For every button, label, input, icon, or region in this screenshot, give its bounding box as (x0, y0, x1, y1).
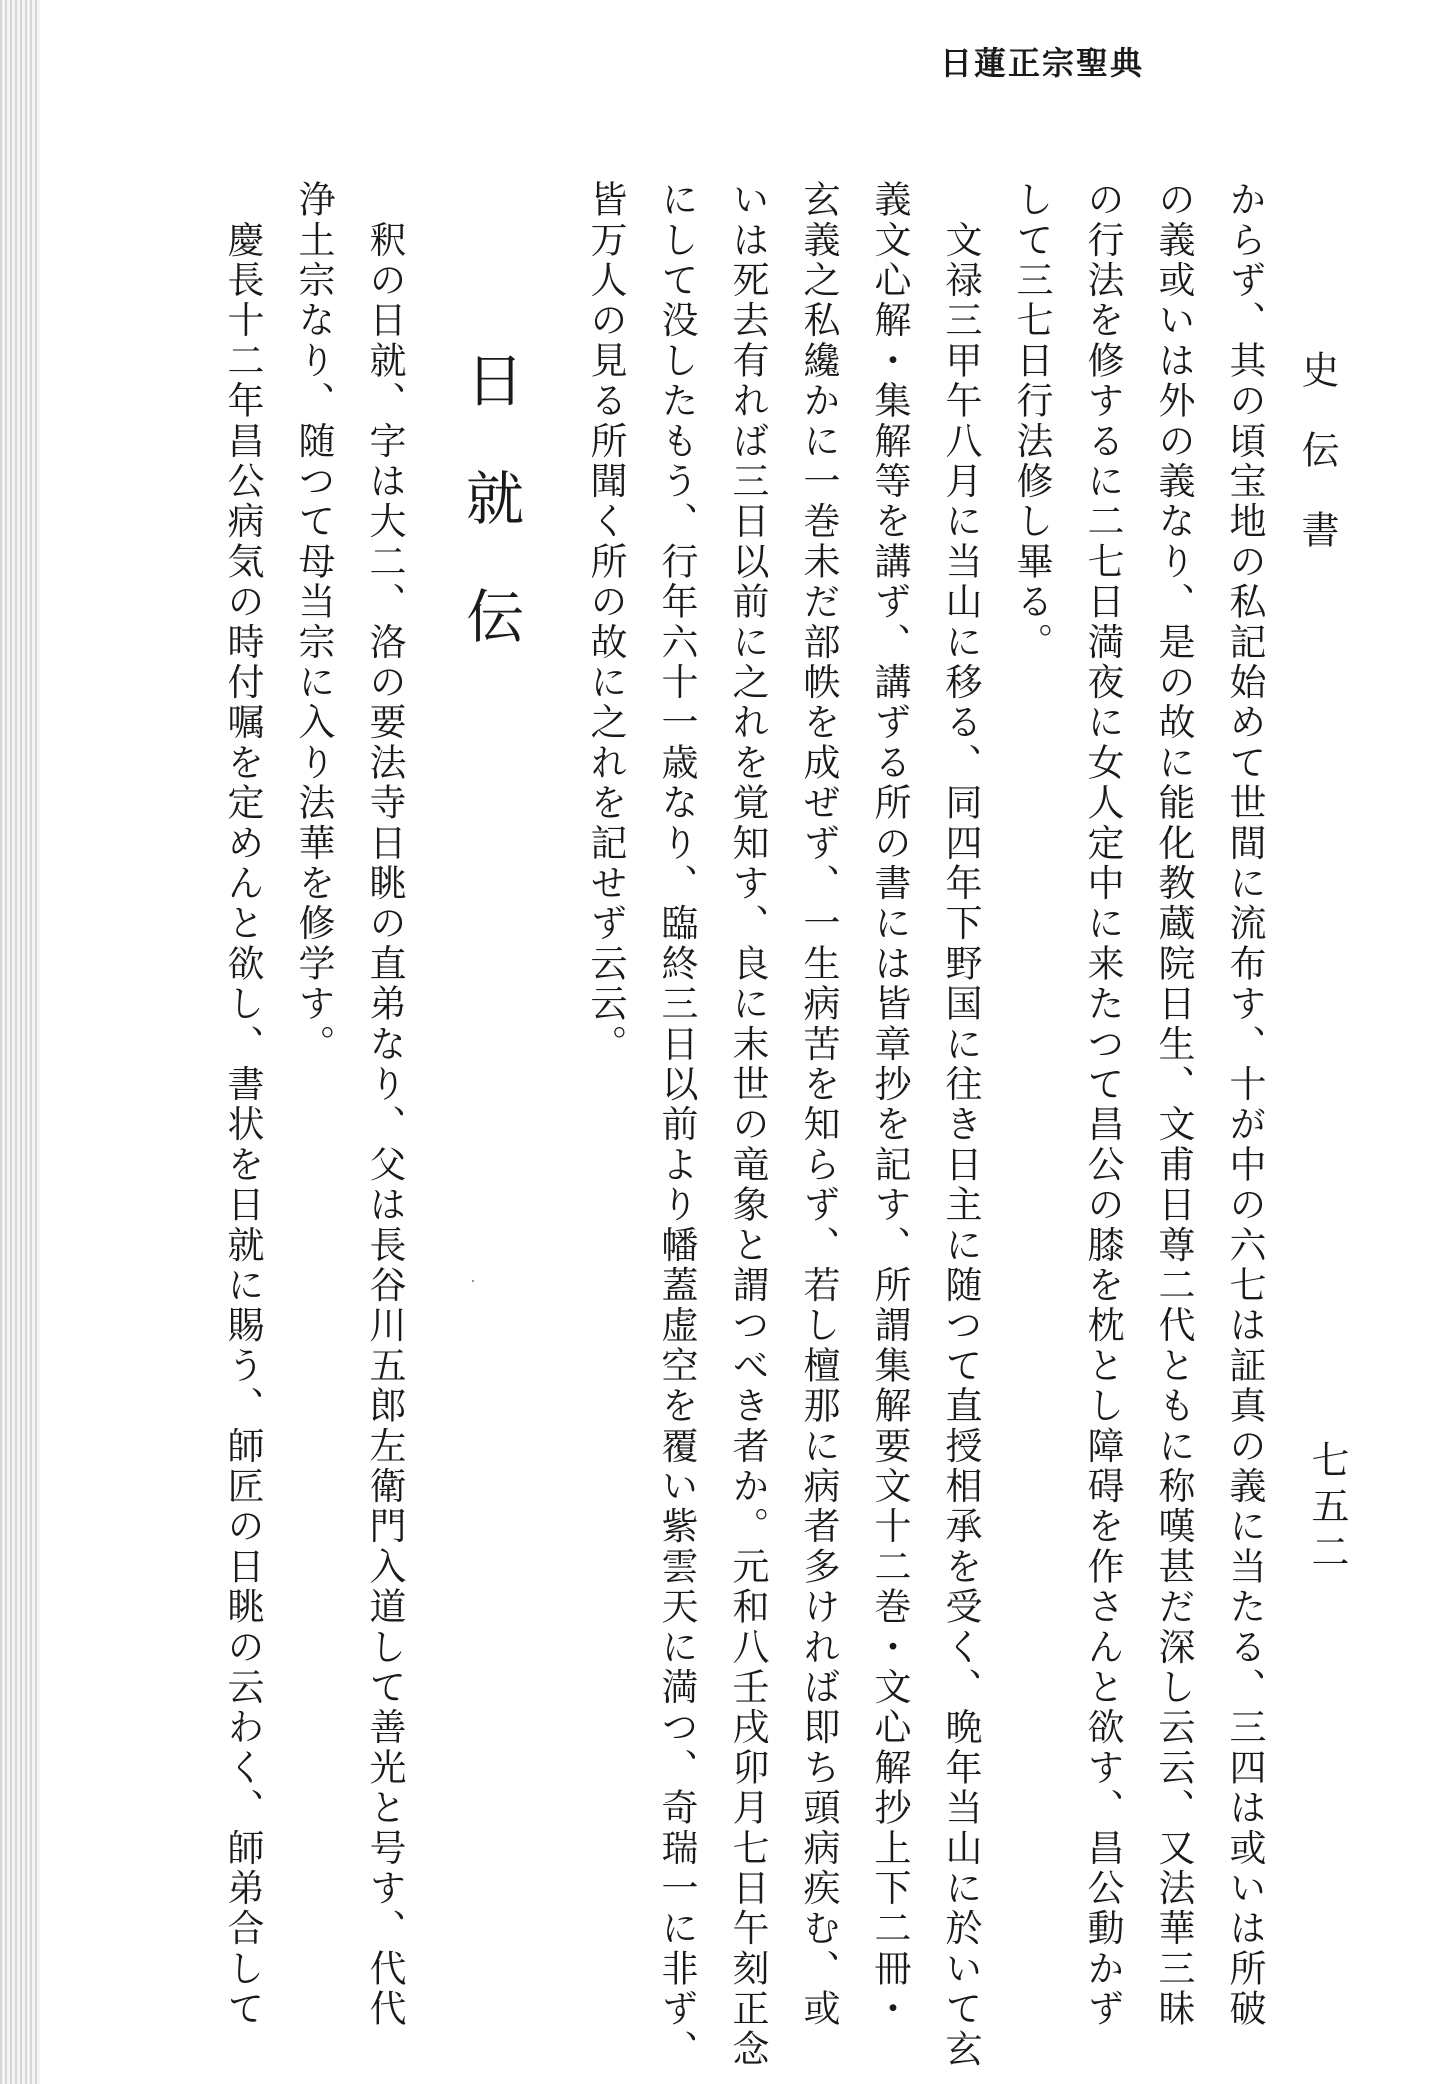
text-column-1: からず、其の頃宝地の私記始めて世間に流布す、十が中の六七は証真の義に当たる、三四は或いは所破 (1223, 180, 1266, 2030)
section-column-2: 浄土宗なり、随つて母当宗に入り法華を修学す。 (292, 180, 335, 1065)
stray-mark (472, 1280, 474, 1282)
text-column-2: の義或いは外の義なり、是の故に能化教蔵院日生、文甫日尊二代ともに称嘆甚だ深し云云、又法華三昧 (1152, 180, 1195, 2030)
running-head: 史伝書 (1295, 350, 1339, 590)
text-column-7: 玄義之私纔かに一巻未だ部帙を成ぜず、一生病苦を知らず、若し檀那に病者多ければ即ち頭病疾む、或 (797, 180, 840, 2030)
text-column-5: 文禄三甲午八月に当山に移る、同四年下野国に往き日主に随つて直授相承を受く、晩年当山に於いて玄 (939, 180, 982, 2070)
section-column-3: 慶長十二年昌公病気の時付嘱を定めんと欲し、書状を日就に賜う、師匠の日眺の云わく、師弟合して (221, 180, 264, 2030)
binding-edge (0, 0, 40, 2084)
page-number: 七五二 (1305, 1440, 1349, 1578)
text-column-10: 皆万人の見る所聞く所の故に之れを記せず云云。 (584, 180, 627, 1065)
section-heading: 日就伝 (456, 350, 524, 704)
text-column-6: 義文心解・集解等を講ず、講ずる所の書には皆章抄を記す、所謂集解要文十二巻・文心解抄上下二冊・ (868, 180, 911, 2030)
text-column-3: の行法を修するに二七日満夜に女人定中に来たつて昌公の膝を枕とし障碍を作さんと欲す、昌公動かず (1081, 180, 1124, 2030)
section-column-1: 釈の日就、字は大二、洛の要法寺日眺の直弟なり、父は長谷川五郎左衛門入道して善光と号す、代代 (363, 180, 406, 2030)
text-column-8: いは死去有れば三日以前に之れを覚知す、良に末世の竜象と謂つべき者か。元和八壬戌卯月七日午刻正念 (726, 180, 769, 2070)
book-title: 日蓮正宗聖典 (940, 44, 1145, 82)
text-column-9: にして没したもう、行年六十一歳なり、臨終三日以前より幡蓋虚空を覆い紫雲天に満つ、奇瑞一に非ず、 (655, 180, 698, 2070)
text-column-4: して三七日行法修し畢る。 (1010, 180, 1053, 663)
